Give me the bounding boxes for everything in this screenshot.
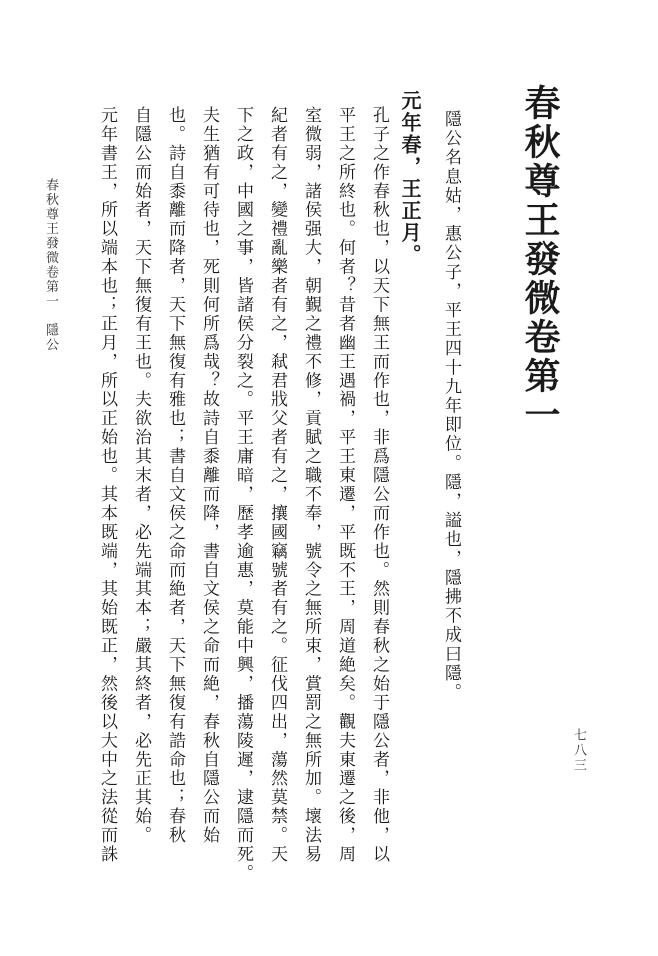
body-line: 自隱公而始者，天下無復有王也。夫欲治其末者，必先端其本；嚴其終者，必先正其始。 xyxy=(131,106,151,846)
body-line: 也。詩自黍離而降者，天下無復有雅也；書自文侯之命而絶者，天下無復有誥命也；春秋 xyxy=(165,106,185,846)
body-line: 夫生猶有可待也，死則何所爲哉？故詩自黍離而降，書自文侯之命而絶，春秋自隱公而始 xyxy=(199,106,219,846)
running-footer: 春秋尊王發微卷第一 隱公 xyxy=(43,178,58,352)
title-note: 隱公名息姑，惠公子，平王四十九年即位。隱，謚也，隱拂不成曰隱。 xyxy=(441,110,461,703)
section-heading: 元年春，王正月。 xyxy=(398,90,422,266)
chapter-title: 春秋尊王發微卷第一 xyxy=(519,84,561,435)
body-line: 下之政，中國之事，皆諸侯分裂之。平王庸暗，歷孝逾惠，莫能中興，播蕩陵遲，逮隱而死。 xyxy=(233,106,253,883)
body-line: 孔子之作春秋也，以天下無王而作也，非爲隱公而作也。然則春秋之始于隱公者，非他，以 xyxy=(369,106,389,864)
body-line: 平王之所終也。何者？昔者幽王遇禍，平王東遷，平既不王，周道絶矣。觀夫東遷之後，周 xyxy=(335,106,355,864)
body-line: 室微弱，諸侯强大，朝覲之禮不修，貢賦之職不奉，號令之無所束，賞罰之無所加。壞法易 xyxy=(301,106,321,864)
body-line: 元年書王，所以端本也；正月，所以正始也。其本既端，其始既正，然後以大中之法從而誅 xyxy=(97,106,117,864)
body-line: 紀者有之，變禮亂樂者有之，弒君戕父者有之，攘國竊號者有之。征伐四出，蕩然莫禁。天 xyxy=(267,106,287,864)
page-number: 七八三 xyxy=(571,728,586,773)
